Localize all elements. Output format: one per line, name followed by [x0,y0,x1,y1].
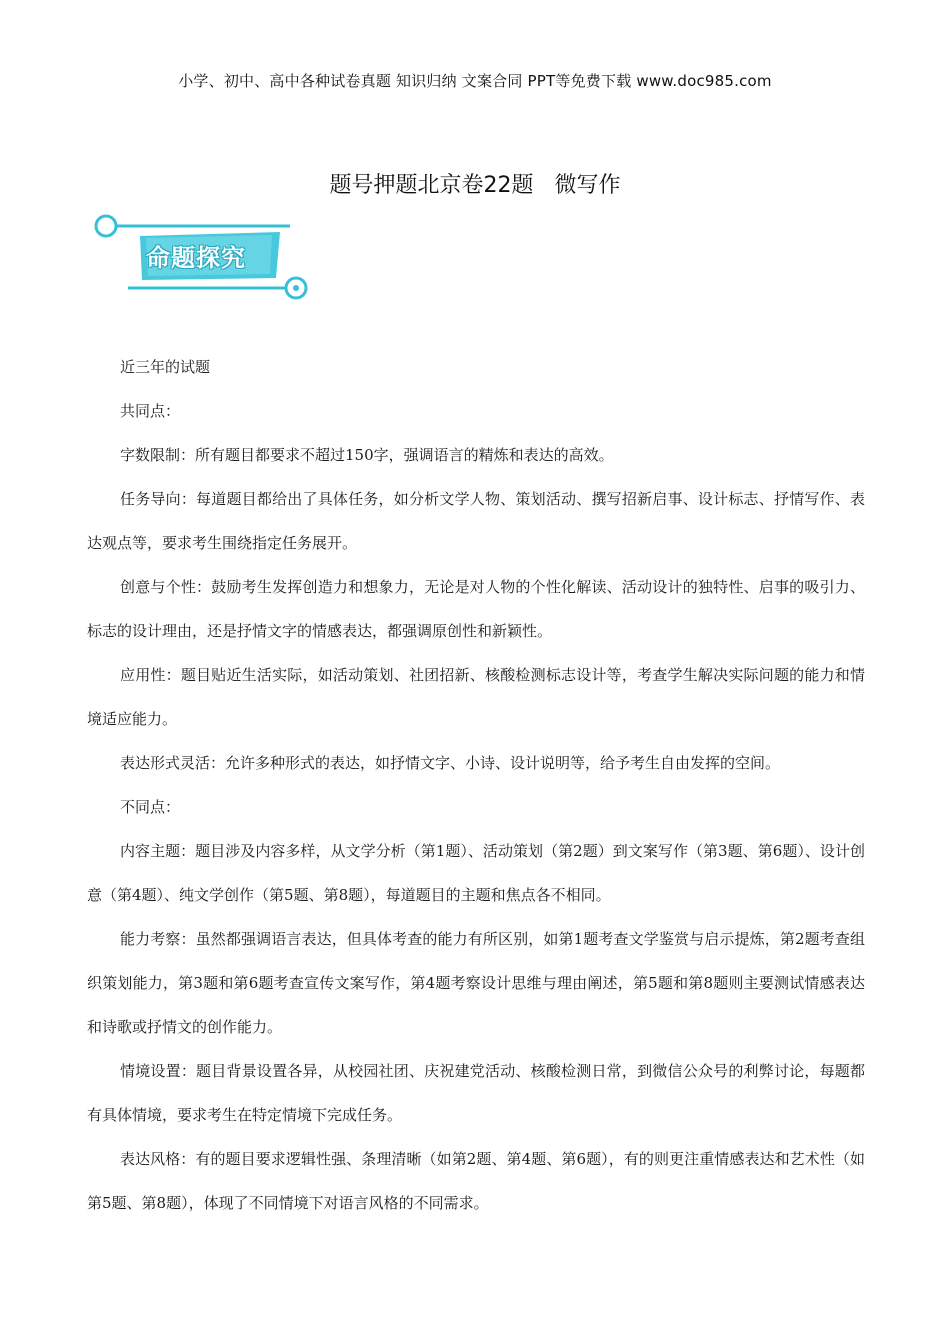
paragraph: 应用性：题目贴近生活实际，如活动策划、社团招新、核酸检测标志设计等，考查学生解决实际问题的能力和情境适应能力。 [87,666,865,728]
paragraph: 能力考察：虽然都强调语言表达，但具体考查的能力有所区别，如第1题考查文学鉴赏与启示提炼，第2题考查组织策划能力，第3题和第6题考查宣传文案写作，第4题考察设计思维与理由阐述，第5题和第8题则主要测试情感表达和诗歌或抒情文的创作能力。 [87,930,865,1036]
paragraph: 字数限制：所有题目都要求不超过150字，强调语言的精炼和表达的高效。 [120,446,614,464]
section-badge-label: 命题探究 [146,244,246,272]
paragraph: 表达风格：有的题目要求逻辑性强、条理清晰（如第2题、第4题、第6题），有的则更注重情感表达和艺术性（如第5题、第8题），体现了不同情境下对语言风格的不同需求。 [87,1150,865,1212]
page-header: 小学、初中、高中各种试卷真题 知识归纳 文案合同 PPT等免费下载 www.doc985.com [178,72,772,90]
paragraph: 不同点： [120,798,181,816]
paragraph: 创意与个性：鼓励考生发挥创造力和想象力，无论是对人物的个性化解读、活动设计的独特性、启事的吸引力、标志的设计理由，还是抒情文字的情感表达，都强调原创性和新颖性。 [87,578,865,640]
paragraph: 任务导向：每道题目都给出了具体任务，如分析文学人物、策划活动、撰写招新启事、设计标志、抒情写作、表达观点等，要求考生围绕指定任务展开。 [87,490,865,552]
paragraph: 共同点： [120,402,181,420]
section-badge [90,208,330,308]
paragraph: 表达形式灵活：允许多种形式的表达，如抒情文字、小诗、设计说明等，给予考生自由发挥的空间。 [120,754,781,772]
document-title: 题号押题北京卷22题 微写作 [329,173,621,198]
document-body [87,345,865,1225]
paragraph: 情境设置：题目背景设置各异，从校园社团、庆祝建党活动、核酸检测日常，到微信公众号的利弊讨论，每题都有具体情境，要求考生在特定情境下完成任务。 [87,1062,865,1124]
paragraph: 近三年的试题 [120,358,211,376]
paragraph: 内容主题：题目涉及内容多样，从文学分析（第1题）、活动策划（第2题）到文案写作（第3题、第6题）、设计创意（第4题）、纯文学创作（第5题、第8题），每道题目的主题和焦点各不相同。 [87,842,865,904]
